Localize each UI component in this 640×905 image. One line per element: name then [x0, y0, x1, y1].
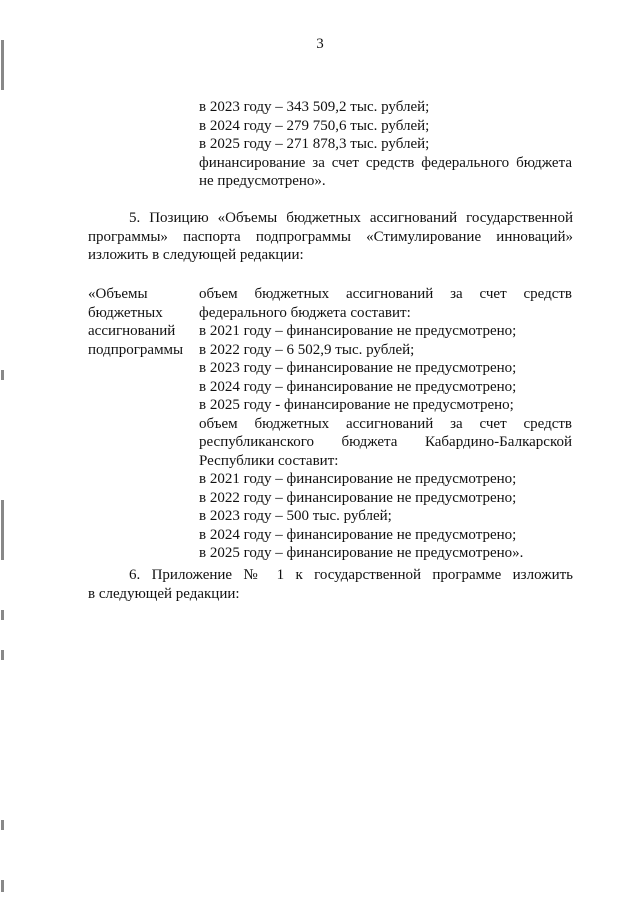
- text-line: финансирование за счет средств федерального бюджета: [199, 154, 572, 171]
- text-line: в 2025 году - финансирование не предусмотрено;: [199, 397, 514, 413]
- text-line: ассигнований: [88, 323, 176, 339]
- text-line: в 2024 году – финансирование не предусмотрено;: [199, 378, 517, 395]
- text-line: в 2021 году – финансирование не предусмотрено;: [199, 471, 517, 487]
- text-line: 6. Приложение № 1 к государственной программе изложить: [129, 567, 573, 583]
- text-line: в 2025 году – 271 878,3 тыс. рублей;: [199, 136, 430, 152]
- passport-label-column: [88, 285, 193, 359]
- text-line: в 2021 году – финансирование не предусмотрено;: [199, 323, 517, 339]
- text-line: Республики составит:: [199, 452, 339, 469]
- text-line: в 2023 году – 343 509,2 тыс. рублей;: [199, 99, 430, 115]
- text-line: подпрограммы: [88, 341, 184, 358]
- text-line: изложить в следующей редакции:: [88, 247, 304, 263]
- financing-continuation: [199, 98, 572, 191]
- text-line: в 2024 году – 279 750,6 тыс. рублей;: [199, 117, 430, 134]
- text-line: не предусмотрено».: [199, 173, 326, 189]
- text-line: в следующей редакции:: [88, 585, 240, 602]
- text-line: «Объемы: [88, 286, 148, 302]
- paragraph-6: [88, 566, 573, 603]
- text-line: республиканского бюджета Кабардино-Балкарской: [199, 434, 572, 450]
- scan-margin-marks: [0, 0, 6, 905]
- text-line: в 2022 году – финансирование не предусмотрено;: [199, 489, 517, 506]
- text-line: объем бюджетных ассигнований за счет средств: [199, 286, 572, 302]
- text-line: 5. Позицию «Объемы бюджетных ассигнований государственной: [129, 210, 573, 226]
- text-line: в 2024 году – финансирование не предусмотрено;: [199, 526, 517, 543]
- text-line: в 2022 году – 6 502,9 тыс. рублей;: [199, 341, 415, 358]
- text-line: программы» паспорта подпрограммы «Стимулирование инноваций»: [88, 228, 573, 245]
- text-line: объем бюджетных ассигнований за счет средств: [199, 415, 572, 432]
- text-line: в 2023 году – финансирование не предусмотрено;: [199, 360, 517, 376]
- passport-value-column: [199, 285, 572, 563]
- paragraph-5: [88, 209, 573, 265]
- text-line: бюджетных: [88, 304, 163, 321]
- text-line: в 2023 году – 500 тыс. рублей;: [199, 508, 392, 524]
- text-line: федерального бюджета составит:: [199, 304, 411, 321]
- page-number: 3: [316, 36, 324, 52]
- text-line: в 2025 году – финансирование не предусмотрено».: [199, 545, 524, 561]
